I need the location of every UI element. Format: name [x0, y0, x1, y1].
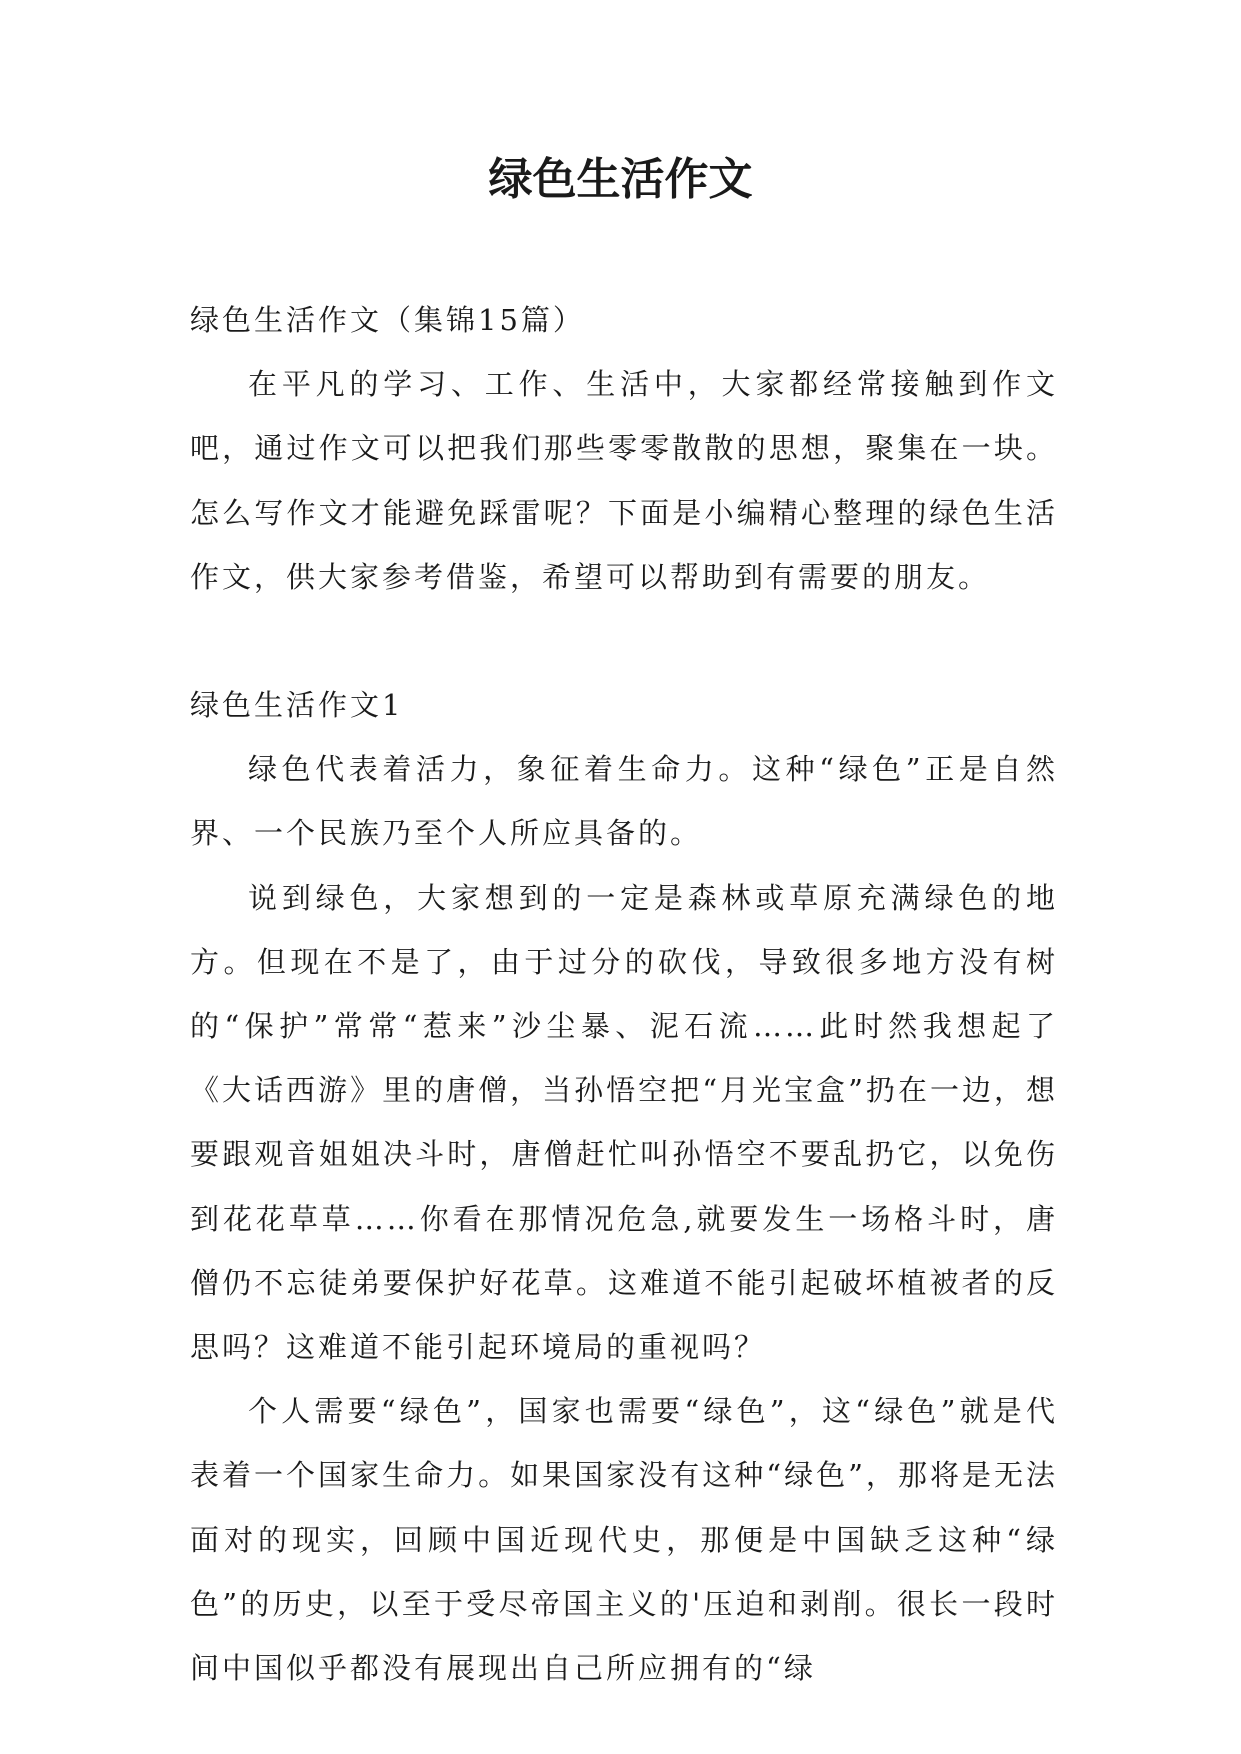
collection-heading: 绿色生活作文（集锦15篇）	[190, 303, 585, 337]
essay-1-heading: 绿色生活作文1	[190, 688, 404, 723]
document-title: 绿色生活作文	[488, 154, 753, 205]
essay-1-paragraph-1: 绿色代表着活力，象征着生命力。这种“绿色”正是自然界、一个民族乃至个人所应具备的。	[190, 752, 1058, 851]
essay-1-paragraph-3: 个人需要“绿色”，国家也需要“绿色”，这“绿色”就是代表着一个国家生命力。如果国家没有这种“绿色”，那将是无法面对的现实，回顾中国近现代史，那便是中国缺乏这种“绿色”的历史，以至于受尽帝国主义的'压迫和剥削。很长一段时间中国似乎都没有展现出自己所应拥有的“绿	[190, 1394, 1058, 1686]
essay-1-paragraph-2: 说到绿色，大家想到的一定是森林或草原充满绿色的地方。但现在不是了，由于过分的砍伐，导致很多地方没有树的“保护”常常“惹来”沙尘暴、泥石流……此时然我想起了《大话西游》里的唐僧，当孙悟空把“月光宝盒”扔在一边，想要跟观音姐姐决斗时，唐僧赶忙叫孙悟空不要乱扔它，以免伤到花花草草……你看在那情况危急,就要发生一场格斗时，唐僧仍不忘徒弟要保护好花草。这难道不能引起破坏植被者的反思吗？这难道不能引起环境局的重视吗？	[190, 880, 1058, 1365]
section-spacer	[190, 609, 1058, 673]
document-body	[190, 288, 1058, 1700]
intro-paragraph: 在平凡的学习、工作、生活中，大家都经常接触到作文吧，通过作文可以把我们那些零零散散的思想，聚集在一块。怎么写作文才能避免踩雷呢？下面是小编精心整理的绿色生活作文，供大家参考借鉴，希望可以帮助到有需要的朋友。	[190, 367, 1058, 594]
